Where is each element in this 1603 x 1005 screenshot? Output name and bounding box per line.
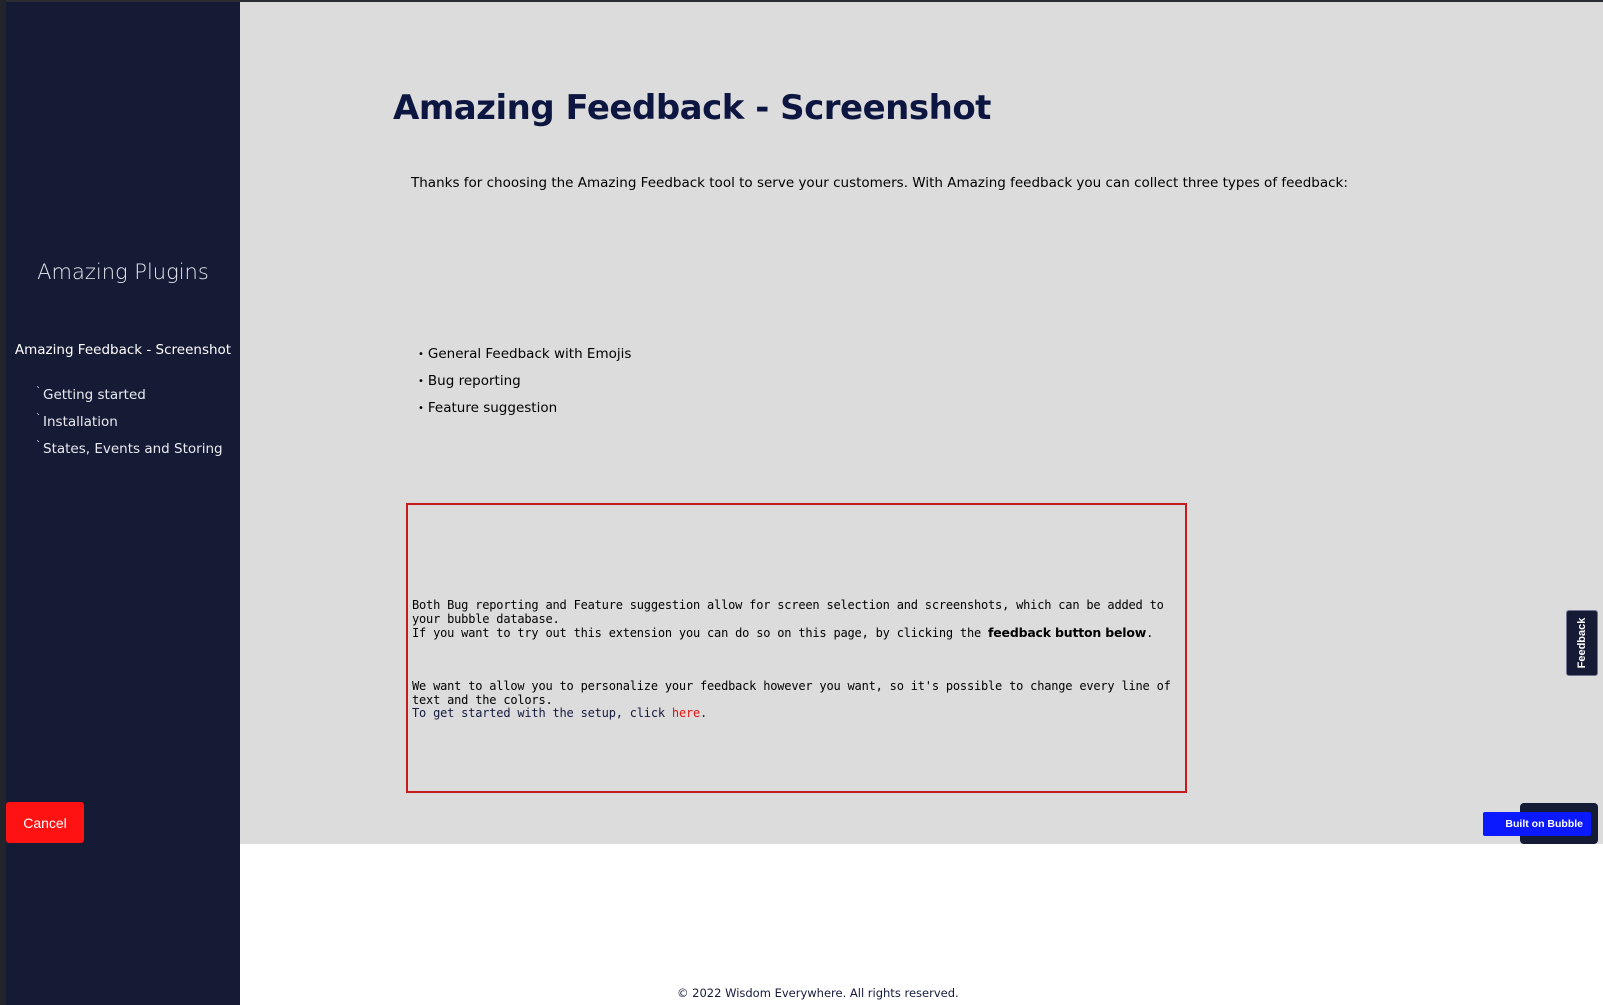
info-bold-text: feedback button below bbox=[988, 625, 1147, 640]
built-on-bubble-label: Built on Bubble bbox=[1505, 818, 1583, 830]
copyright-text: © 2022 Wisdom Everywhere. All rights reserved. bbox=[677, 986, 959, 1000]
sidebar-item-label: Installation bbox=[43, 414, 118, 430]
built-on-bubble-badge[interactable] bbox=[1483, 812, 1591, 836]
info-text: . bbox=[700, 706, 708, 720]
sidebar-item-states-events-storing[interactable] bbox=[36, 440, 223, 457]
tick-icon: ˋ bbox=[36, 413, 41, 424]
footer bbox=[240, 844, 1603, 1005]
sidebar-section-title[interactable]: Amazing Feedback - Screenshot bbox=[14, 342, 232, 358]
feature-list bbox=[418, 346, 631, 427]
info-box bbox=[406, 503, 1187, 793]
info-line-screenshots: Both Bug reporting and Feature suggestion allow for screen selection and screenshots, which can be added to your bubble database. bbox=[412, 598, 1164, 626]
tick-icon: ˋ bbox=[36, 440, 41, 451]
tick-icon: ˋ bbox=[36, 386, 41, 397]
cancel-button[interactable]: Cancel bbox=[6, 802, 84, 843]
sidebar-item-label: States, Events and Storing bbox=[43, 441, 223, 457]
sidebar-item-label: Getting started bbox=[43, 387, 146, 403]
sidebar-title: Amazing Plugins bbox=[37, 260, 209, 284]
info-line-personalize: We want to allow you to personalize your feedback however you want, so it's possible to change every line of text and the colors. bbox=[412, 679, 1171, 707]
info-text: To get started with the setup, click bbox=[412, 706, 672, 720]
list-item: • General Feedback with Emojis bbox=[418, 346, 631, 373]
feedback-button-label: Feedback bbox=[1576, 617, 1588, 669]
setup-here-link[interactable]: here bbox=[671, 706, 701, 720]
sidebar bbox=[6, 2, 240, 1005]
info-text: . bbox=[1146, 626, 1154, 640]
list-item: • Bug reporting bbox=[418, 373, 631, 400]
sidebar-item-installation[interactable] bbox=[36, 413, 118, 430]
info-line-setup bbox=[412, 706, 707, 720]
info-line-try-out bbox=[412, 625, 1153, 640]
sidebar-item-getting-started[interactable] bbox=[36, 386, 146, 403]
feedback-button[interactable] bbox=[1566, 610, 1598, 676]
page-title: Amazing Feedback - Screenshot bbox=[393, 88, 991, 128]
intro-text: Thanks for choosing the Amazing Feedback tool to serve your customers. With Amazing feedback you can collect three types of feedback: bbox=[411, 175, 1348, 191]
info-text: If you want to try out this extension you can do so on this page, by clicking the bbox=[412, 626, 989, 640]
list-item: • Feature suggestion bbox=[418, 400, 631, 427]
